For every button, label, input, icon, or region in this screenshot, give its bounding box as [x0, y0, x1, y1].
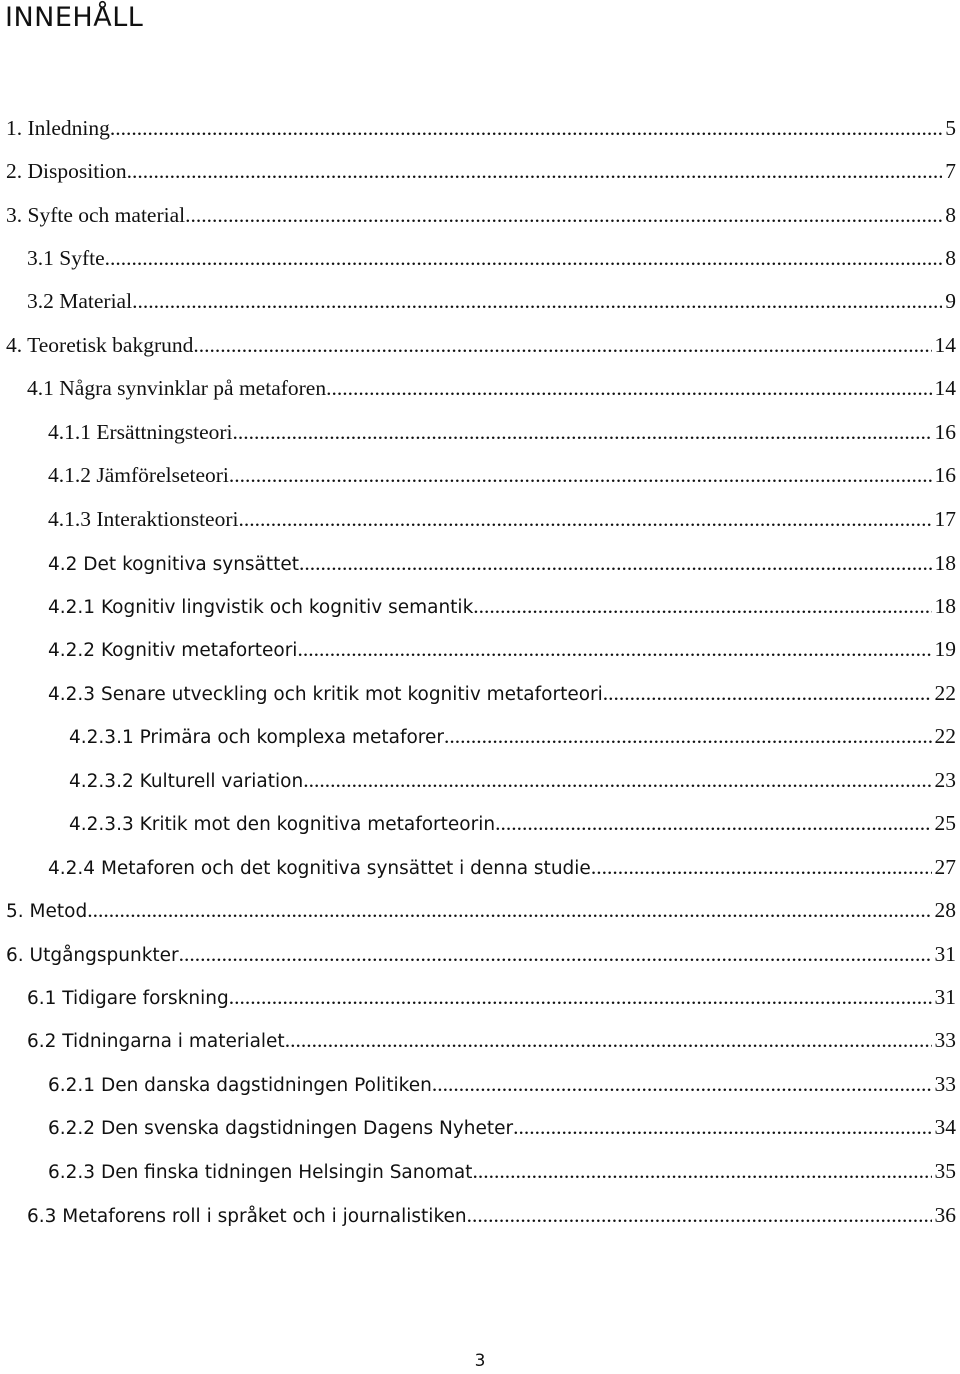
toc-entry[interactable]: [6, 330, 956, 360]
toc-entry[interactable]: [48, 591, 956, 621]
dot-leader: [229, 460, 932, 490]
dot-leader: [591, 852, 932, 882]
toc-entry-title: 4.2 Det kognitiva synsättet: [48, 554, 300, 575]
dot-leader: [238, 504, 931, 534]
toc-entry[interactable]: [48, 1069, 956, 1099]
toc-entry[interactable]: [6, 895, 956, 925]
toc-entry-page: 23: [934, 768, 956, 792]
dot-leader: [297, 634, 931, 664]
dot-leader: [432, 1069, 932, 1099]
toc-entry[interactable]: [69, 765, 956, 795]
toc-entry-page: 17: [934, 507, 956, 531]
toc-entry[interactable]: [48, 634, 956, 664]
toc-entry[interactable]: [69, 721, 956, 751]
dot-leader: [233, 417, 932, 447]
toc-entry-page: 33: [934, 1028, 956, 1052]
toc-entry-title: 4.1 Några synvinklar på metaforen: [27, 376, 327, 400]
toc-entry-page: 31: [934, 985, 956, 1009]
toc-entry[interactable]: [6, 939, 956, 969]
toc-entry-page: 9: [945, 289, 956, 313]
toc-entry[interactable]: [48, 852, 956, 882]
toc-entry[interactable]: [27, 982, 956, 1012]
toc-entry[interactable]: [48, 460, 956, 490]
dot-leader: [179, 939, 932, 969]
toc-entry-title: 4.2.3.2 Kulturell variation: [69, 771, 304, 792]
toc-entry-page: 16: [934, 420, 956, 444]
toc-entry-title: 3. Syfte och material: [6, 203, 186, 227]
toc-entry-title: 4.2.4 Metaforen och det kognitiva synsättet i denna studie: [48, 858, 591, 879]
dot-leader: [285, 1025, 932, 1055]
toc-entry-title: 6.2 Tidningarna i materialet: [27, 1031, 285, 1052]
toc-entry[interactable]: [27, 373, 956, 403]
toc-entry-title: 6.2.2 Den svenska dagstidningen Dagens Nyheter: [48, 1118, 514, 1139]
dot-leader: [299, 548, 931, 578]
dot-leader: [110, 113, 942, 143]
toc-entry[interactable]: [48, 548, 956, 578]
toc-entry-title: 6.3 Metaforens roll i språket och i journalistiken: [27, 1206, 467, 1227]
toc-entry[interactable]: [27, 243, 956, 273]
toc-entry-page: 18: [934, 594, 956, 618]
dot-leader: [229, 982, 932, 1012]
toc-entry-page: 14: [934, 376, 956, 400]
dot-leader: [326, 373, 931, 403]
toc-entry-title: 4.1.2 Jämförelseteori: [48, 463, 229, 487]
toc-entry[interactable]: [6, 113, 956, 143]
dot-leader: [513, 1112, 931, 1142]
toc-entry[interactable]: [48, 504, 956, 534]
toc-entry-page: 27: [934, 855, 956, 879]
toc-entry[interactable]: [48, 1112, 956, 1142]
dot-leader: [603, 678, 932, 708]
toc-entry-page: 36: [934, 1203, 956, 1227]
dot-leader: [495, 808, 931, 838]
toc-entry-page: 33: [934, 1072, 956, 1096]
toc-entry-title: 3.2 Material: [27, 289, 133, 313]
dot-leader: [105, 243, 943, 273]
toc-entry-page: 22: [934, 724, 956, 748]
toc-entry-page: 19: [934, 637, 956, 661]
toc-entry-title: 4. Teoretisk bakgrund: [6, 333, 194, 357]
toc-entry[interactable]: [6, 200, 956, 230]
toc-entry[interactable]: [69, 808, 956, 838]
toc-entry[interactable]: [48, 678, 956, 708]
page-title: INNEHÅLL: [5, 2, 144, 33]
toc-entry-title: 4.1.1 Ersättningsteori: [48, 420, 233, 444]
page-number: 3: [474, 1351, 486, 1371]
toc-entry-page: 7: [945, 159, 956, 183]
toc-entry-page: 31: [934, 942, 956, 966]
dot-leader: [87, 895, 931, 925]
dot-leader: [127, 156, 943, 186]
toc-entry-page: 22: [934, 681, 956, 705]
toc-entry-title: 6.2.3 Den finska tidningen Helsingin Sanomat: [48, 1162, 473, 1183]
toc-entry-page: 16: [934, 463, 956, 487]
dot-leader: [473, 591, 931, 621]
dot-leader: [472, 1156, 931, 1186]
toc-entry-title: 4.2.1 Kognitiv lingvistik och kognitiv semantik: [48, 597, 474, 618]
toc-entry-title: 6.1 Tidigare forskning: [27, 988, 229, 1009]
toc-entry[interactable]: [6, 156, 956, 186]
toc-entry-title: 4.2.2 Kognitiv metaforteori: [48, 640, 298, 661]
toc-entry-page: 8: [945, 246, 956, 270]
toc-entry-page: 5: [945, 116, 956, 140]
dot-leader: [193, 330, 931, 360]
toc-entry-title: 5. Metod: [6, 901, 88, 922]
toc-entry-title: 4.2.3.1 Primära och komplexa metaforer: [69, 727, 444, 748]
toc-entry-title: 4.2.3.3 Kritik mot den kognitiva metaforteorin: [69, 814, 496, 835]
toc-entry[interactable]: [27, 286, 956, 316]
toc-entry-page: 14: [934, 333, 956, 357]
toc-entry-page: 28: [934, 898, 956, 922]
toc-entry[interactable]: [27, 1200, 956, 1230]
toc-entry-title: 3.1 Syfte: [27, 246, 105, 270]
dot-leader: [444, 721, 932, 751]
toc-entry-page: 25: [934, 811, 956, 835]
toc-entry-title: 4.1.3 Interaktionsteori: [48, 507, 239, 531]
toc-entry-title: 6. Utgångspunkter: [6, 945, 179, 966]
dot-leader: [467, 1200, 932, 1230]
dot-leader: [185, 200, 942, 230]
dot-leader: [132, 286, 942, 316]
dot-leader: [303, 765, 931, 795]
toc-entry[interactable]: [48, 1156, 956, 1186]
toc-entry[interactable]: [48, 417, 956, 447]
toc-entry-title: 2. Disposition: [6, 159, 127, 183]
toc-entry-page: 35: [934, 1159, 956, 1183]
toc-entry-title: 1. Inledning: [6, 116, 110, 140]
toc-entry-page: 18: [934, 551, 956, 575]
toc-entry[interactable]: [27, 1025, 956, 1055]
toc-entry-title: 6.2.1 Den danska dagstidningen Politiken: [48, 1075, 432, 1096]
toc-entry-title: 4.2.3 Senare utveckling och kritik mot kognitiv metaforteori: [48, 684, 603, 705]
toc-entry-page: 8: [945, 203, 956, 227]
toc-entry-page: 34: [934, 1115, 956, 1139]
